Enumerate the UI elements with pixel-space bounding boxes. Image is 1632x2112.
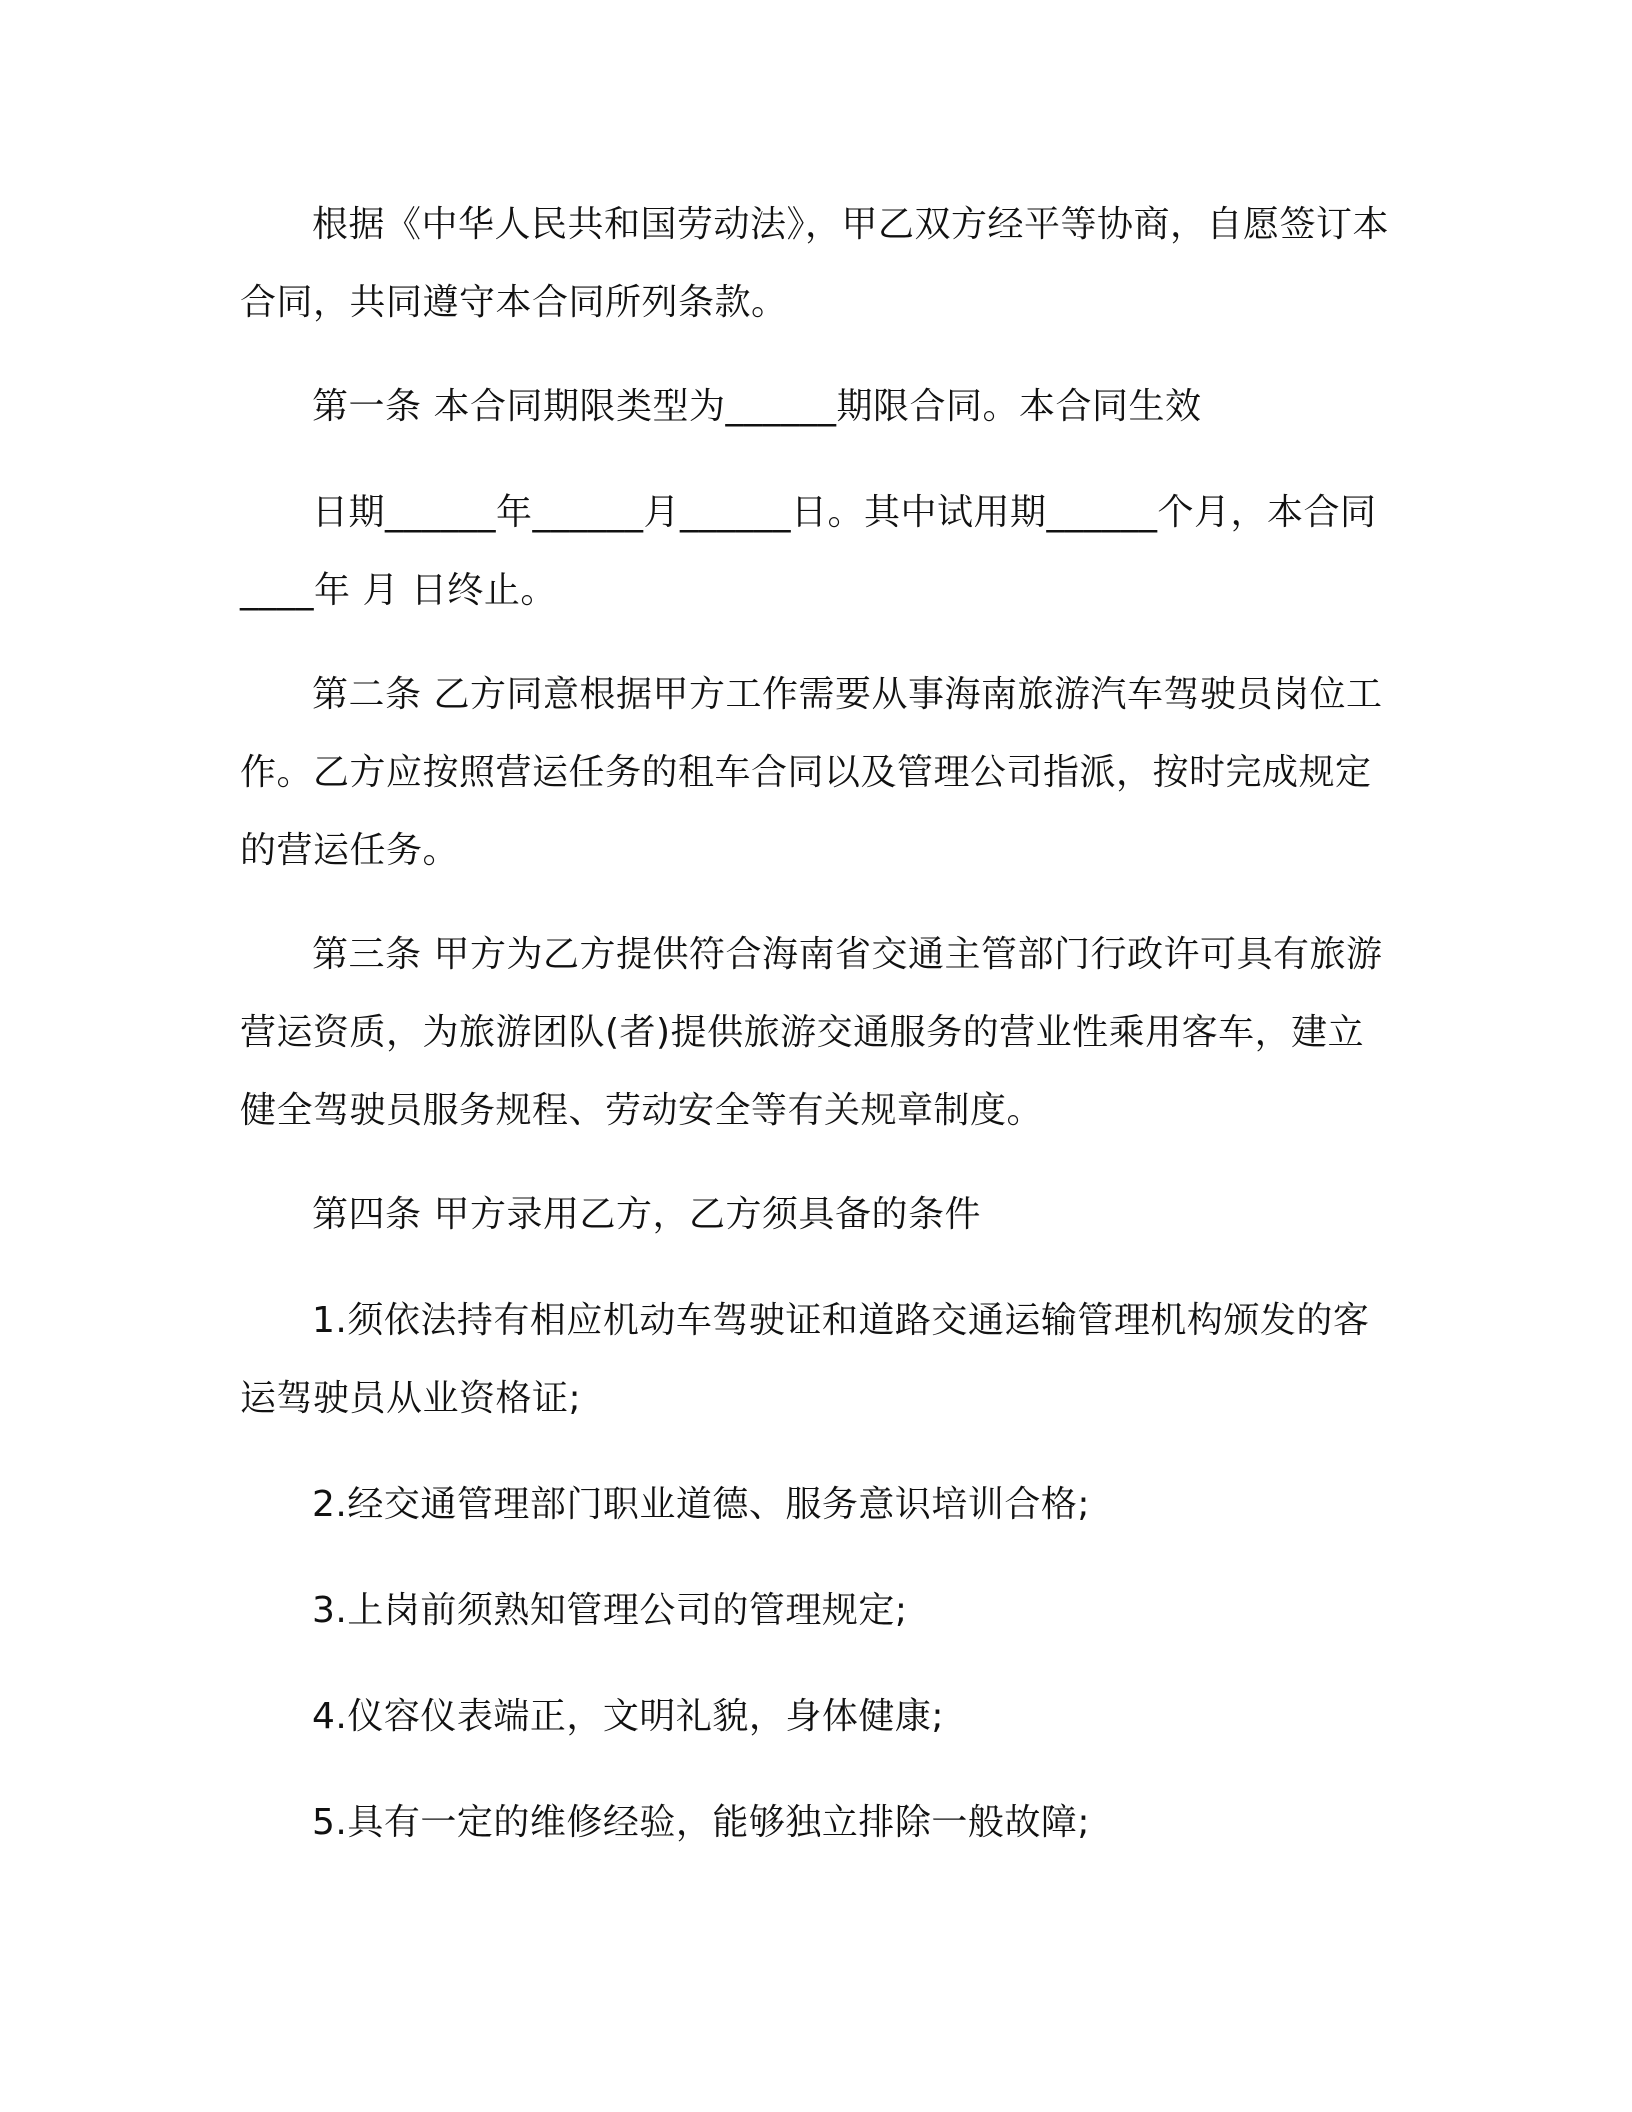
paragraph-effective-date: 日期______年______月______日。其中试用期______个月，本合同____年 月 日终止。: [240, 492, 1377, 611]
list-item-condition-1: 1.须依法持有相应机动车驾驶证和道路交通运输管理机构颁发的客运驾驶员从业资格证;: [240, 1300, 1370, 1419]
list-item-condition-2: 2.经交通管理部门职业道德、服务意识培训合格;: [312, 1484, 1090, 1525]
document-body: [240, 186, 1390, 1862]
paragraph-preamble: 根据《中华人民共和国劳动法》，甲乙双方经平等协商，自愿签订本合同，共同遵守本合同所列条款。: [240, 204, 1390, 323]
list-item-condition-4: 4.仪容仪表端正，文明礼貌，身体健康;: [312, 1696, 944, 1737]
list-item-condition-3: 3.上岗前须熟知管理公司的管理规定;: [312, 1590, 908, 1631]
paragraph-article-4: 第四条 甲方录用乙方，乙方须具备的条件: [312, 1194, 981, 1235]
paragraph-article-1: 第一条 本合同期限类型为______期限合同。本合同生效: [312, 386, 1202, 427]
paragraph-article-3: 第三条 甲方为乙方提供符合海南省交通主管部门行政许可具有旅游营运资质，为旅游团队(者)提供旅游交通服务的营业性乘用客车，建立健全驾驶员服务规程、劳动安全等有关规章制度。: [240, 934, 1383, 1131]
paragraph-article-2: 第二条 乙方同意根据甲方工作需要从事海南旅游汽车驾驶员岗位工作。乙方应按照营运任务的租车合同以及管理公司指派，按时完成规定的营运任务。: [240, 674, 1383, 871]
list-item-condition-5: 5.具有一定的维修经验，能够独立排除一般故障;: [312, 1802, 1090, 1843]
